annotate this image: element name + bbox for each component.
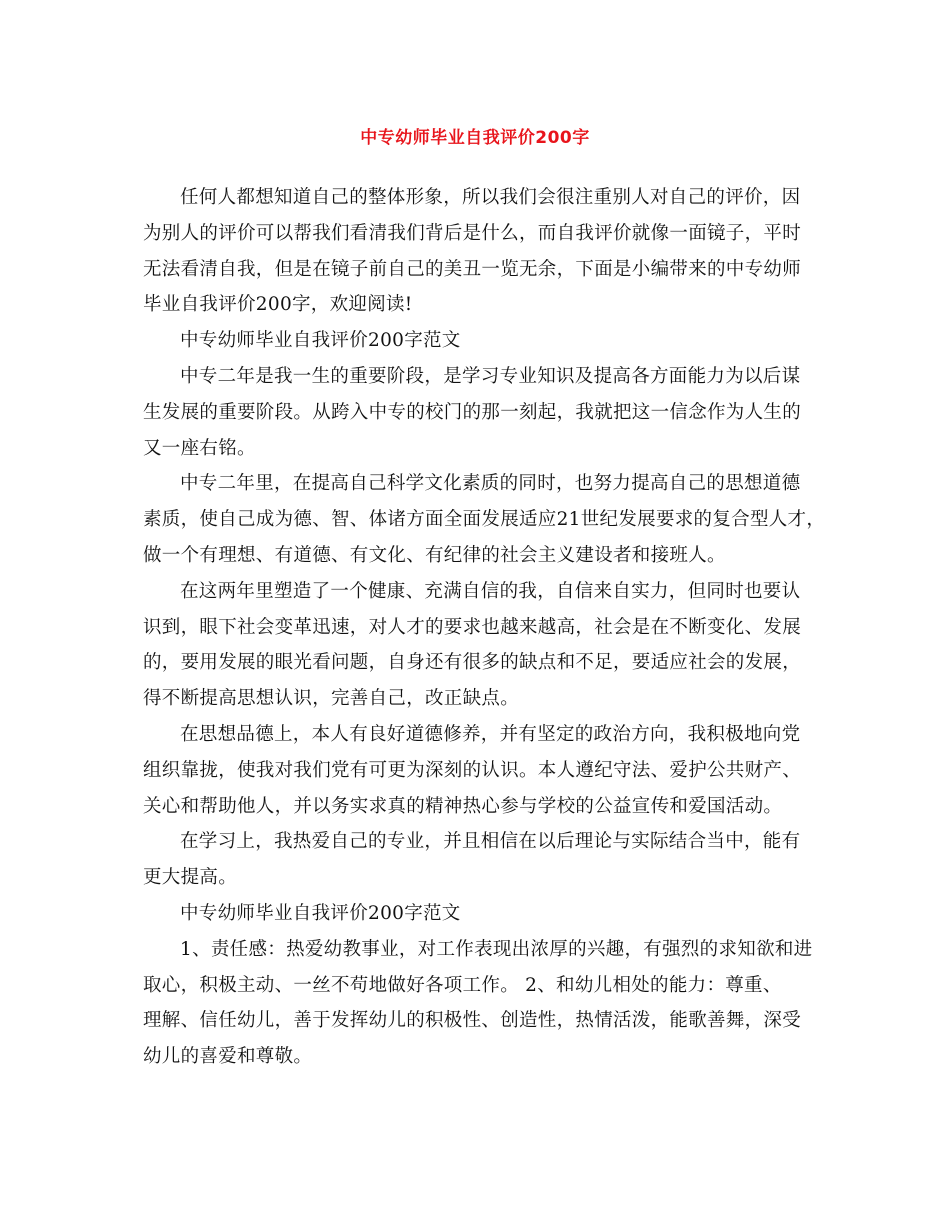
text-line: 幼儿的喜爱和尊敬。 bbox=[143, 1046, 313, 1068]
text-line: 中专幼师毕业自我评价200字范文 bbox=[180, 330, 461, 352]
text-line: 生发展的重要阶段。从跨入中专的校门的那一刻起，我就把这一信念作为人生的 bbox=[143, 401, 802, 423]
text-line: 毕业自我评价200字，欢迎阅读! bbox=[143, 294, 413, 316]
text-line: 关心和帮助他人，并以务实求真的精神热心参与学校的公益宣传和爱国活动。 bbox=[143, 795, 783, 817]
text-line: 无法看清自我，但是在镜子前自己的美丑一览无余，下面是小编带来的中专幼师 bbox=[143, 258, 802, 280]
document-body bbox=[143, 180, 826, 1075]
text-line: 取心，积极主动、一丝不苟地做好各项工作。 2、和幼儿相处的能力：尊重、 bbox=[143, 974, 782, 996]
text-line: 任何人都想知道自己的整体形象，所以我们会很注重别人对自己的评价，因 bbox=[180, 187, 801, 208]
text-line: 中专二年是我一生的重要阶段，是学习专业知识及提高各方面能力为以后谋 bbox=[180, 365, 801, 387]
text-line: 又一座右铭。 bbox=[143, 437, 256, 459]
text-line: 在思想品德上，本人有良好道德修养，并有坚定的政治方向，我积极地向党 bbox=[180, 723, 801, 745]
text-line: 在学习上，我热爱自己的专业，并且相信在以后理论与实际结合当中，能有 bbox=[180, 831, 801, 853]
text-line: 组织靠拢，使我对我们党有可更为深刻的认识。本人遵纪守法、爱护公共财产、 bbox=[143, 759, 802, 781]
text-line: 识到，眼下社会变革迅速，对人才的要求也越来越高，社会是在不断变化、发展 bbox=[143, 616, 802, 638]
text-line: 做一个有理想、有道德、有文化、有纪律的社会主义建设者和接班人。 bbox=[143, 544, 726, 566]
text-line: 1、责任感：热爱幼教事业，对工作表现出浓厚的兴趣，有强烈的求知欲和进 bbox=[180, 938, 813, 960]
text-line: 中专二年里，在提高自己科学文化素质的同时，也努力提高自己的思想道德 bbox=[180, 473, 801, 495]
text-line: 更大提高。 bbox=[143, 867, 238, 889]
text-line: 在这两年里塑造了一个健康、充满自信的我，自信来自实力，但同时也要认 bbox=[180, 580, 801, 602]
text-line: 中专幼师毕业自我评价200字范文 bbox=[180, 902, 461, 924]
text-line: 为别人的评价可以帮我们看清我们背后是什么，而自我评价就像一面镜子，平时 bbox=[143, 222, 802, 244]
text-line: 理解、信任幼儿，善于发挥幼儿的积极性、创造性，热情活泼，能歌善舞，深受 bbox=[143, 1010, 802, 1032]
document-title: 中专幼师毕业自我评价200字 bbox=[360, 128, 590, 148]
text-line: 素质，使自己成为德、智、体诸方面全面发展适应21世纪发展要求的复合型人才， bbox=[143, 509, 826, 531]
text-line: 的，要用发展的眼光看问题，自身还有很多的缺点和不足，要适应社会的发展， bbox=[143, 652, 802, 674]
text-line: 得不断提高思想认识，完善自己，改正缺点。 bbox=[143, 688, 520, 710]
